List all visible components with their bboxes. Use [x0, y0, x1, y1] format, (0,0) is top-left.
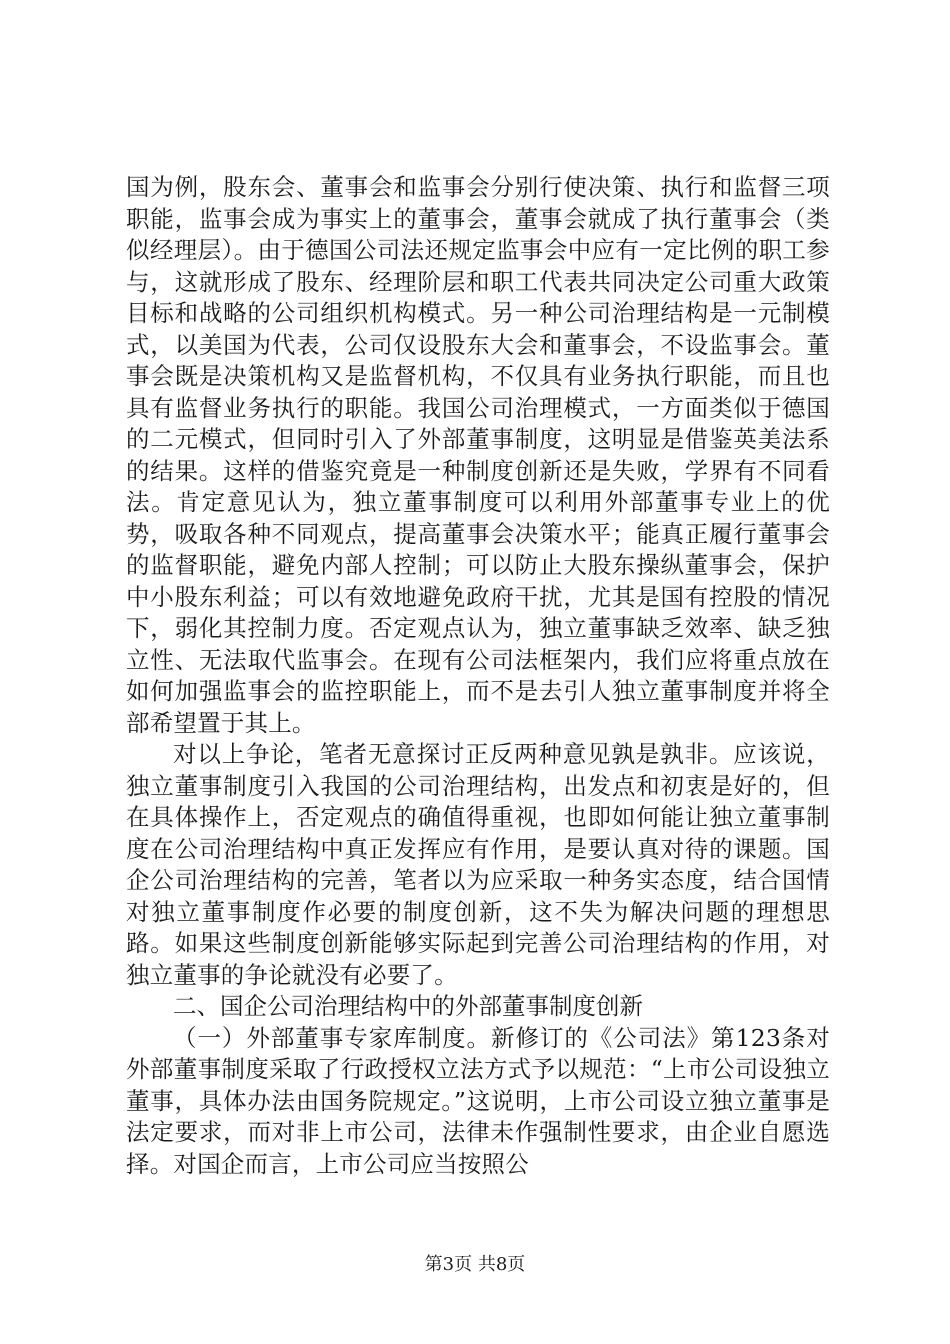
paragraph-expert-pool: （一）外部董事专家库制度。新修订的《公司法》第123条对外部董事制度采取了行政授权立法方式予以规范：“上市公司设独立董事，具体办法由国务院规定。”这说明，上市公司设立独立董事是法定要求，而对非上市公司，法律未作强制性要求，由企业自愿选择。对国企而言，上市公司应当按照公: [126, 1023, 830, 1178]
page-number-footer: 第3页 共8页: [424, 1254, 526, 1275]
section-heading: 二、国企公司治理结构中的外部董事制度创新: [173, 992, 643, 1020]
document-body: [126, 172, 830, 1180]
paragraph-continued: 国为例，股东会、董事会和监事会分别行使决策、执行和监督三项职能，监事会成为事实上的董事会，董事会就成了执行董事会（类似经理层）。由于德国公司法还规定监事会中应有一定比例的职工参与，这就形成了股东、经理阶层和职工代表共同决定公司重大政策目标和战略的公司组织机构模式。另一种公司治理结构是一元制模式，以美国为代表，公司仅设股东大会和董事会，不设监事会。董事会既是决策机构又是监督机构，不仅具有业务执行职能，而且也具有监督业务执行的职能。我国公司治理模式，一方面类似于德国的二元模式，但同时引入了外部董事制度，这明显是借鉴英美法系的结果。这样的借鉴究竟是一种制度创新还是失败，学界有不同看法。肯定意见认为，独立董事制度可以利用外部董事专业上的优势，吸取各种不同观点，提高董事会决策水平；能真正履行董事会的监督职能，避免内部人控制；可以防止大股东操纵董事会，保护中小股东利益；可以有效地避免政府干扰，尤其是国有控股的情况下，弱化其控制力度。否定观点认为，独立董事缺乏效率、缺乏独立性、无法取代监事会。在现有公司法框架内，我们应将重点放在如何加强监事会的监控职能上，而不是去引人独立董事制度并将全部希望置于其上。: [126, 173, 830, 737]
paragraph-debate: 对以上争论，笔者无意探讨正反两种意见孰是孰非。应该说，独立董事制度引入我国的公司治理结构，出发点和初衷是好的，但在具体操作上，否定观点的确值得重视，也即如何能让独立董事制度在公司治理结构中真正发挥应有作用，是要认真对待的课题。国企公司治理结构的完善，笔者以为应采取一种务实态度，结合国情对独立董事制度作必要的制度创新，这不失为解决问题的理想思路。如果这些制度创新能够实际起到完善公司治理结构的作用，对独立董事的争论就没有必要了。: [126, 740, 830, 989]
